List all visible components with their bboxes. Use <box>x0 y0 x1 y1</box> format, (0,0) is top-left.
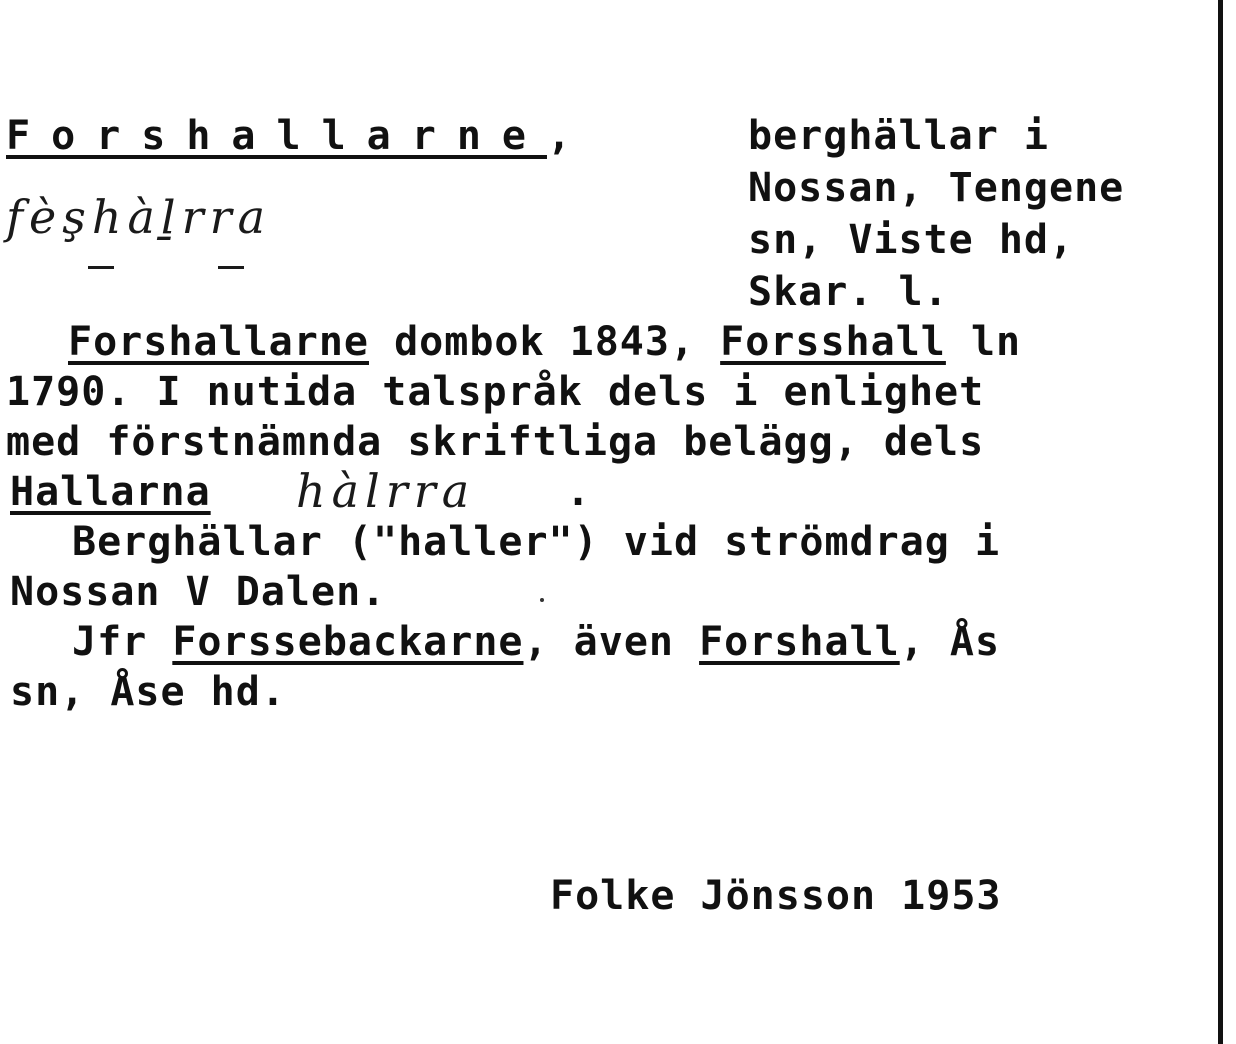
signature: Folke Jönsson 1953 <box>550 873 1002 919</box>
body-line-3: med förstnämnda skriftliga belägg, dels <box>6 419 985 465</box>
definition-line-2: Nossan, Tengene <box>748 165 1125 211</box>
body-line-8: sn, Åse hd. <box>10 669 286 715</box>
card-right-edge <box>1218 0 1223 1044</box>
ref-forshallarne: Forshallarne <box>68 319 369 365</box>
handwritten-dash <box>218 266 244 269</box>
ref-hallarna: Hallarna <box>10 469 211 515</box>
body-text: , Ås <box>899 619 1001 665</box>
body-text: dombok 1843, <box>368 319 721 365</box>
ref-forshall: Forshall <box>699 619 900 665</box>
definition-line-4: Skar. l. <box>748 269 949 315</box>
definition-line-1: berghällar i <box>748 113 1049 159</box>
body-line-4 <box>10 469 211 515</box>
paper-speck <box>540 598 544 602</box>
headword-line <box>6 113 573 159</box>
body-line-4-end: . <box>566 469 592 515</box>
body-text: , även <box>523 619 700 665</box>
ref-forsshall: Forsshall <box>720 319 946 365</box>
headword-comma: , <box>546 113 573 159</box>
body-line-5: Berghällar ("haller") vid strömdrag i <box>72 519 1001 565</box>
body-text: ln <box>945 319 1022 365</box>
handwritten-pronunciation-2: hàlrra <box>296 464 476 518</box>
body-line-1 <box>68 319 1022 365</box>
handwritten-pronunciation-1: fèşhàḻrra <box>6 190 272 244</box>
body-line-6: Nossan V Dalen. <box>10 569 387 615</box>
body-line-2: 1790. I nutida talspråk dels i enlighet <box>6 369 985 415</box>
ref-forssebackarne: Forssebackarne <box>172 619 524 665</box>
definition-line-3: sn, Viste hd, <box>748 217 1075 263</box>
body-text: Jfr <box>72 619 173 665</box>
body-line-7 <box>72 619 1001 665</box>
headword: Forshallarne <box>6 113 547 159</box>
handwritten-dash <box>88 266 114 269</box>
